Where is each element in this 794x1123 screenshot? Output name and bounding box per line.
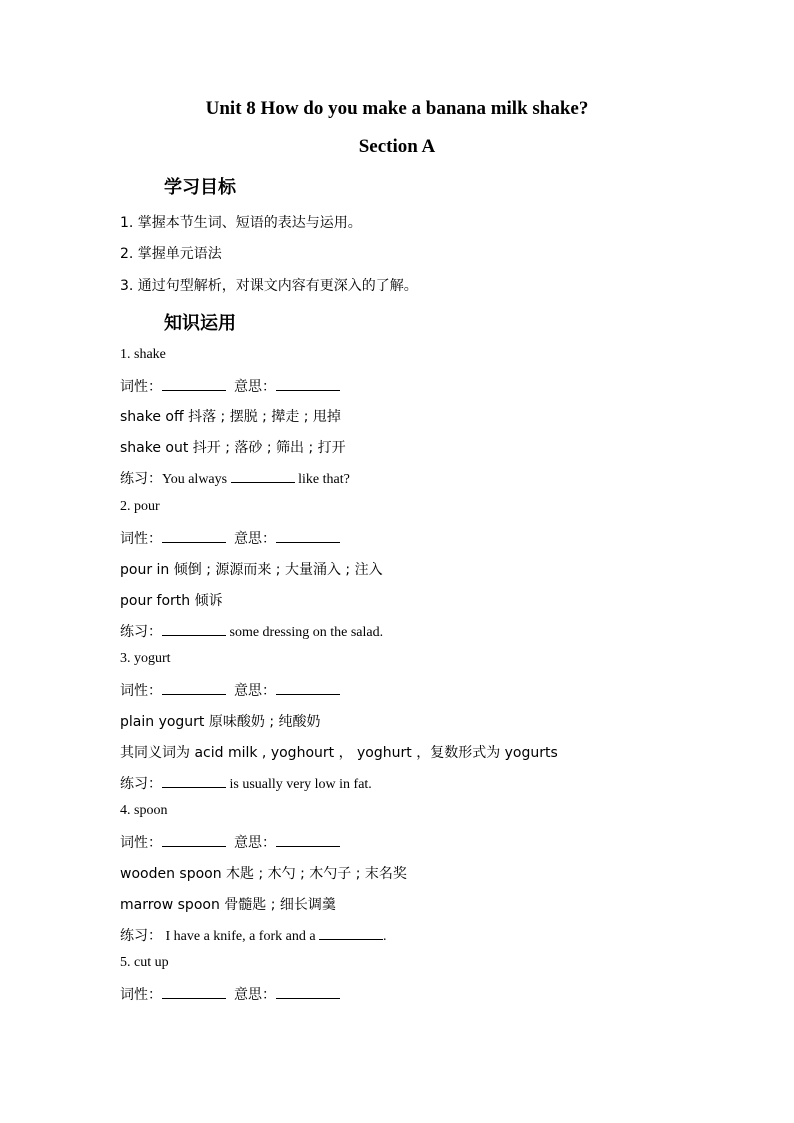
phrase-line: marrow spoon 骨髓匙 ; 细长调羹 <box>120 897 336 913</box>
phrase-line: wooden spoon 木匙 ; 木勺 ; 木勺子 ; 末名奖 <box>120 866 407 882</box>
phrase-line: shake out 抖开 ; 落砂 ; 筛出 ; 打开 <box>120 440 346 456</box>
pos-blank[interactable] <box>162 376 226 391</box>
meaning-blank[interactable] <box>276 832 340 847</box>
exercise-line: 练习： some dressing on the salad. <box>120 621 383 641</box>
exercise-blank[interactable] <box>231 468 295 483</box>
exercise-blank[interactable] <box>162 621 226 636</box>
goal-item: 1. 掌握本节生词、短语的表达与运用。 <box>120 215 362 231</box>
pos-blank[interactable] <box>162 680 226 695</box>
vocab-heading-shake: 1. shake <box>120 347 166 362</box>
pos-blank[interactable] <box>162 984 226 999</box>
phrase-line: shake off 抖落 ; 摆脱 ; 撵走 ; 甩掉 <box>120 409 341 425</box>
section-subtitle: Section A <box>358 136 436 157</box>
meaning-blank[interactable] <box>276 680 340 695</box>
knowledge-heading: 知识运用 <box>164 313 236 334</box>
phrase-line: plain yogurt 原味酸奶 ; 纯酸奶 <box>120 714 321 730</box>
phrase-line: 其同义词为 acid milk , yoghourt ， yoghurt ，复数形式为 yogurts <box>120 745 558 761</box>
phrase-line: pour forth 倾诉 <box>120 593 223 609</box>
pos-meaning-row: 词性： 意思： <box>120 528 340 548</box>
goal-item: 3. 通过句型解析，对课文内容有更深入的了解。 <box>120 278 418 294</box>
exercise-blank[interactable] <box>319 925 383 940</box>
vocab-heading-cut-up: 5. cut up <box>120 955 169 970</box>
pos-meaning-row: 词性： 意思： <box>120 680 340 700</box>
exercise-line: 练习：You always like that? <box>120 468 350 488</box>
meaning-blank[interactable] <box>276 528 340 543</box>
phrase-line: pour in 倾倒 ; 源源而来 ; 大量涌入 ; 注入 <box>120 562 383 578</box>
page-title: Unit 8 How do you make a banana milk shake? <box>205 98 589 119</box>
pos-blank[interactable] <box>162 528 226 543</box>
goal-item: 2. 掌握单元语法 <box>120 246 222 262</box>
exercise-line: 练习： is usually very low in fat. <box>120 773 372 793</box>
pos-meaning-row: 词性： 意思： <box>120 376 340 396</box>
exercise-line: 练习： I have a knife, a fork and a . <box>120 925 387 945</box>
vocab-heading-yogurt: 3. yogurt <box>120 651 171 666</box>
pos-blank[interactable] <box>162 832 226 847</box>
vocab-heading-pour: 2. pour <box>120 499 160 514</box>
learning-goals-heading: 学习目标 <box>164 177 236 198</box>
vocab-heading-spoon: 4. spoon <box>120 803 168 818</box>
meaning-blank[interactable] <box>276 984 340 999</box>
meaning-blank[interactable] <box>276 376 340 391</box>
pos-meaning-row: 词性： 意思： <box>120 832 340 852</box>
exercise-blank[interactable] <box>162 773 226 788</box>
pos-meaning-row: 词性： 意思： <box>120 984 340 1004</box>
